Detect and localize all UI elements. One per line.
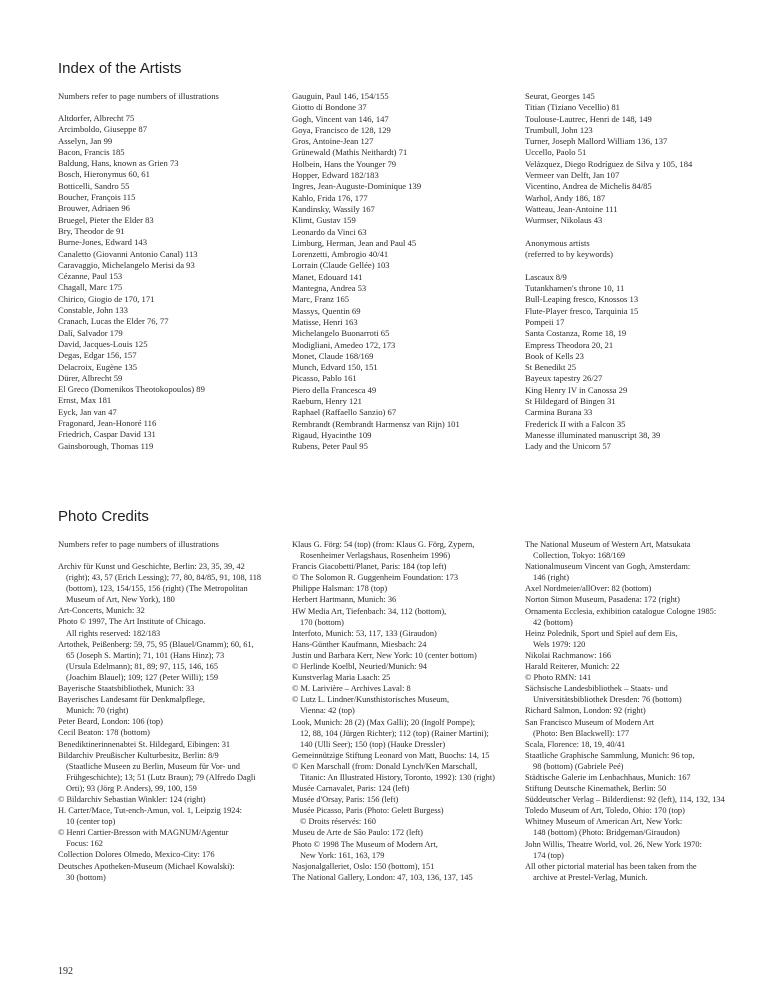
index-entry: Manet, Edouard 141 <box>292 271 363 282</box>
credit-entry: Sächsische Landesbibliothek – Staats- und <box>525 684 668 694</box>
index-entry: (referred to by keywords) <box>525 249 614 260</box>
index-entry: Carmina Burana 33 <box>525 407 593 418</box>
index-entry: Watteau, Jean-Antoine 111 <box>525 203 618 214</box>
credit-entry: © The Solomon R. Guggenheim Foundation: 173 <box>292 573 459 583</box>
credit-entry: Städtische Galerie im Lenbachhaus, Munich: 167 <box>525 772 691 782</box>
index-entry: Dalí, Salvador 179 <box>58 327 123 338</box>
index-entry: Botticelli, Sandro 55 <box>58 180 130 191</box>
credit-entry: Norton Simon Museum, Pasadena: 172 (right) <box>525 595 680 605</box>
index-heading: Index of the Artists <box>58 60 182 77</box>
credit-entry-continuation: Focus: 162 <box>66 839 103 849</box>
index-entry: Brouwer, Adriaen 96 <box>58 203 130 214</box>
index-entry: Goya, Francisco de 128, 129 <box>292 124 391 135</box>
index-entry: David, Jacques-Louis 125 <box>58 338 148 349</box>
credit-entry: © M. Larivière – Archives Laval: 8 <box>292 684 411 694</box>
index-entry: Mantegna, Andrea 53 <box>292 283 367 294</box>
index-entry: Lascaux 8/9 <box>525 271 567 282</box>
credit-entry: H. Carter/Mace, Tut-ench-Amun, vol. 1, Leipzig 1924: <box>58 806 242 816</box>
credit-entry: Nationalmuseum Vincent van Gogh, Amsterdam: <box>525 562 691 572</box>
index-entry: Cézanne, Paul 153 <box>58 271 123 282</box>
credit-entry-continuation: All rights reserved: 182/183 <box>66 628 161 638</box>
credit-entry: The National Gallery, London: 47, 103, 136, 137, 145 <box>292 872 473 882</box>
credit-entry: Bayerisches Landesamt für Denkmalpflege, <box>58 695 205 705</box>
credit-entry: Interfoto, Munich: 53, 117, 133 (Giraudon) <box>292 628 437 638</box>
credit-entry-continuation: 65 (Joseph S. Martin); 71, 101 (Hans Hinz); 73 <box>66 650 225 660</box>
index-entry: Rembrandt (Rembrandt Harmensz van Rijn) 101 <box>292 418 460 429</box>
credits-column-3 <box>525 539 753 883</box>
index-entry: Wurmser, Nikolaus 43 <box>525 215 603 226</box>
credit-entry: Justin und Barbara Kerr, New York: 10 (center bottom) <box>292 650 477 660</box>
index-entry: Turner, Joseph Mallord William 136, 137 <box>525 136 668 147</box>
index-entry: Chagall, Marc 175 <box>58 282 123 293</box>
index-entry: Holbein, Hans the Younger 79 <box>292 158 397 169</box>
index-entry: Flute-Player fresco, Tarquinia 15 <box>525 305 639 316</box>
index-entry: Altdorfer, Albrecht 75 <box>58 113 135 123</box>
index-entry: Raphael (Raffaello Sanzio) 67 <box>292 407 397 418</box>
credit-entry: Herbert Hartmann, Munich: 36 <box>292 595 397 605</box>
credit-entry: © Ken Marschall (from: Donald Lynch/Ken Marschall, <box>292 761 478 771</box>
credit-entry: Richard Salmon, London: 92 (right) <box>525 706 646 716</box>
credit-entry: Whitney Museum of American Art, New York: <box>525 817 683 827</box>
index-entry: Delacroix, Eugène 135 <box>58 361 137 372</box>
index-entry: Boucher, François 115 <box>58 192 136 203</box>
index-entry: Klimt, Gustav 159 <box>292 215 356 226</box>
index-entry: Gogh, Vincent van 146, 147 <box>292 113 389 124</box>
credit-entry-continuation: Frühgeschichte); 13; 51 (Lutz Braun); 79 (Alfredo Dagli <box>66 772 256 782</box>
page-number: 192 <box>58 966 73 977</box>
index-entry: Grünewald (Mathis Neithardt) 71 <box>292 147 408 158</box>
index-entry: Kandinsky, Wassily 167 <box>292 203 375 214</box>
credit-entry: © Herlinde Koelbl, Neuried/Munich: 94 <box>292 662 427 672</box>
credit-entry: Kunstverlag Maria Laach: 25 <box>292 673 391 683</box>
credit-entry-continuation: 10 (center top) <box>66 817 116 827</box>
index-entry: Rigaud, Hyacinthe 109 <box>292 429 372 440</box>
credit-entry-continuation: Collection, Tokyo: 168/169 <box>533 551 626 561</box>
credit-entry: Artothek, Peißenberg: 59, 75, 95 (Blauel/Gnamm); 60, 61, <box>58 639 254 649</box>
credit-entry: Süddeutscher Verlag – Bilderdienst: 92 (left), 114, 132, 134 <box>525 795 725 805</box>
index-entry: Constable, John 133 <box>58 305 128 316</box>
index-entry: Degas, Edgar 156, 157 <box>58 350 137 361</box>
index-entry: Vicentino, Andrea de Michelis 84/85 <box>525 181 652 192</box>
credit-entry: Gemeinnützige Stiftung Leonard von Matt, Buochs: 14, 15 <box>292 750 490 760</box>
credit-entry: HW Media Art, Tiefenbach: 34, 112 (bottom), <box>292 606 447 616</box>
index-entry: Dürer, Albrecht 59 <box>58 372 123 383</box>
credit-entry: Nasjonalgalleriet, Oslo: 150 (bottom), 151 <box>292 861 435 871</box>
index-entry: Toulouse-Lautrec, Henri de 148, 149 <box>525 113 652 124</box>
index-column-3 <box>525 91 750 453</box>
spacer <box>525 227 750 238</box>
credit-entry: Photo © 1998 The Museum of Modern Art, <box>292 839 438 849</box>
index-entry: Giotto di Bondone 37 <box>292 102 367 113</box>
credit-entry: Deutsches Apotheken-Museum (Michael Kowalski): <box>58 861 235 871</box>
index-entry: Leonardo da Vinci 63 <box>292 226 367 237</box>
index-column-1 <box>58 113 278 452</box>
index-entry: Asselyn, Jan 99 <box>58 135 113 146</box>
credit-entry-continuation: New York: 161, 163, 179 <box>300 850 385 860</box>
credit-entry: Musée Carnavalet, Paris: 124 (left) <box>292 784 410 794</box>
credits-column-1 <box>58 561 286 883</box>
index-entry: Munch, Edvard 150, 151 <box>292 362 378 373</box>
credit-entry: Ornamenta Ecclesia, exhibition catalogue Cologne 1985: <box>525 606 717 616</box>
credit-entry: © Henri Cartier-Bresson with MAGNUM/Agentur <box>58 828 229 838</box>
index-entry: Lorrain (Claude Gellée) 103 <box>292 260 390 271</box>
credit-entry-continuation: Rosenheimer Verlagshaus, Rosenheim 1996) <box>300 551 451 561</box>
index-entry: Ingres, Jean-Auguste-Dominique 139 <box>292 181 422 192</box>
credit-entry-continuation: 174 (top) <box>533 850 564 860</box>
index-entry: Uccello, Paolo 51 <box>525 147 587 158</box>
index-entry: Chirico, Giogio de 170, 171 <box>58 293 155 304</box>
credit-entry: Bildarchiv Preußischer Kulturbesitz, Berlin: 8/9 <box>58 750 219 760</box>
index-entry: Gros, Antoine-Jean 127 <box>292 136 374 147</box>
credits-heading: Photo Credits <box>58 508 149 525</box>
index-entry: Monet, Claude 168/169 <box>292 350 374 361</box>
index-entry: Hopper, Edward 182/183 <box>292 170 379 181</box>
credit-entry: The National Museum of Western Art, Matsukata <box>525 540 691 549</box>
credit-entry-continuation: 170 (bottom) <box>300 617 344 627</box>
credit-entry: Cecil Beaton: 178 (bottom) <box>58 728 150 738</box>
credit-entry-continuation: (right); 43, 57 (Erich Lessing); 77, 80, 84/85, 91, 108, 118 <box>66 573 262 583</box>
credit-entry: © Bildarchiv Sebastian Winkler: 124 (right) <box>58 794 206 804</box>
credit-entry-continuation: (Photo: Ben Blackwell): 177 <box>533 728 630 738</box>
credit-entry-continuation: (bottom), 123, 154/155, 156 (right) (The Metropolitan <box>66 584 248 594</box>
credit-entry-continuation: 42 (bottom) <box>533 617 573 627</box>
credit-entry-continuation: © Droits réservés: 160 <box>300 817 376 827</box>
index-entry: Manesse illuminated manuscript 38, 39 <box>525 429 661 440</box>
credit-entry: Art-Concerts, Munich: 32 <box>58 606 145 616</box>
index-entry: Limburg, Herman, Jean and Paul 45 <box>292 237 417 248</box>
credit-entry: Look, Munich: 28 (2) (Max Galli); 20 (Ingolf Pompe); <box>292 717 476 727</box>
credit-entry: Benediktinerinnenabtei St. Hildegard, Eibingen: 31 <box>58 739 231 749</box>
index-entry: Tutankhamen's throne 10, 11 <box>525 283 625 294</box>
index-entry: Cranach, Lucas the Elder 76, 77 <box>58 316 169 327</box>
index-entry: Bosch, Hieronymus 60, 61 <box>58 169 150 180</box>
credit-entry: Philippe Halsman: 178 (top) <box>292 584 388 594</box>
credit-entry-continuation: (Joachim Blauel); 109; 127 (Peter Willi); 159 <box>66 672 219 682</box>
index-entry: St Hildegard of Bingen 31 <box>525 396 616 407</box>
index-entry: Vermeer van Delft, Jan 107 <box>525 170 620 181</box>
index-entry: St Benedikt 25 <box>525 362 577 373</box>
credit-entry: Toledo Museum of Art, Toledo, Ohio: 170 (top) <box>525 806 685 816</box>
credit-entry: Museu de Arte de São Paulo: 172 (left) <box>292 828 423 838</box>
credit-entry-continuation: 30 (bottom) <box>66 872 106 882</box>
index-entry: Gauguin, Paul 146, 154/155 <box>292 91 389 101</box>
credit-entry-continuation: 140 (Ulli Seer); 150 (top) (Hauke Dressler) <box>300 739 446 749</box>
index-entry: Bayeux tapestry 26/27 <box>525 373 603 384</box>
credits-column-2 <box>292 539 520 883</box>
credit-entry: Bayerische Staatsbibliothek, Munich: 33 <box>58 684 195 694</box>
credit-entry-continuation: Universitätsbibliothek Dresden: 76 (bottom) <box>533 695 682 705</box>
credit-entry: Stiftung Deutsche Kinemathek, Berlin: 50 <box>525 784 667 794</box>
index-entry: Caravaggio, Michelangelo Merisi da 93 <box>58 259 195 270</box>
credit-entry: Peter Beard, London: 106 (top) <box>58 717 163 727</box>
credit-entry: Heinz Polednik, Sport und Spiel auf dem Eis, <box>525 628 678 638</box>
credit-entry: San Francisco Museum of Modern Art <box>525 717 655 727</box>
credit-entry: © Photo RMN: 141 <box>525 673 592 683</box>
credit-entry-continuation: Munich: 70 (right) <box>66 706 129 716</box>
credit-entry-continuation: Museum of Art, New York), 180 <box>66 595 175 605</box>
index-entry: Seurat, Georges 145 <box>525 91 595 101</box>
index-entry: Book of Kells 23 <box>525 350 584 361</box>
index-entry: Titian (Tiziano Vecellio) 81 <box>525 102 620 113</box>
credit-entry-continuation: 148 (bottom) (Photo: Bridgeman/Giraudon) <box>533 828 680 838</box>
credit-entry: Hans-Günther Kaufmann, Miesbach: 24 <box>292 639 427 649</box>
credit-entry: Harald Reiterer, Munich: 22 <box>525 662 620 672</box>
index-entry: El Greco (Domenikos Theotokopoulos) 89 <box>58 384 205 395</box>
index-entry: Gainsborough, Thomas 119 <box>58 440 154 451</box>
index-entry: Piero della Francesca 49 <box>292 384 377 395</box>
index-entry: Santa Costanza, Rome 18, 19 <box>525 328 627 339</box>
index-entry: Velázquez, Diego Rodríguez de Silva y 105, 184 <box>525 158 693 169</box>
index-entry: Raeburn, Henry 121 <box>292 396 362 407</box>
credit-entry: Nikolai Rachmanow: 166 <box>525 650 612 660</box>
index-entry: Marc, Franz 165 <box>292 294 350 305</box>
credit-entry-continuation: 98 (bottom) (Gabriele Peé) <box>533 761 624 771</box>
index-entry: Lady and the Unicorn 57 <box>525 441 611 452</box>
index-entry: Modigliani, Amedeo 172, 173 <box>292 339 396 350</box>
credit-entry: John Willis, Theatre World, vol. 26, New York 1970: <box>525 839 702 849</box>
index-entry: King Henry IV in Canossa 29 <box>525 384 628 395</box>
index-entry: Bull-Leaping fresco, Knossos 13 <box>525 294 639 305</box>
index-entry: Trumbull, John 123 <box>525 124 593 135</box>
credit-entry: Musée Picasso, Paris (Photo: Gelett Burgess) <box>292 806 444 816</box>
credit-entry-continuation: Orti); 93 (Jörg P. Anders), 99, 100, 159 <box>66 783 197 793</box>
index-entry: Eyck, Jan van 47 <box>58 406 117 417</box>
index-entry: Pompeii 17 <box>525 316 565 327</box>
index-entry: Michelangelo Buonarroti 65 <box>292 328 390 339</box>
index-entry: Empress Theodora 20, 21 <box>525 339 614 350</box>
index-entry: Bruegel, Pieter the Elder 83 <box>58 214 154 225</box>
index-entry: Picasso, Pablo 161 <box>292 373 357 384</box>
index-entry: Warhol, Andy 186, 187 <box>525 192 606 203</box>
credit-entry-continuation: (Staatliche Museen zu Berlin, Museum für Vor- und <box>66 761 240 771</box>
credit-entry-continuation: Vienna: 42 (top) <box>300 706 355 716</box>
index-entry: Matisse, Henri 163 <box>292 316 358 327</box>
credit-entry: Musée d'Orsay, Paris: 156 (left) <box>292 795 399 805</box>
index-column-2 <box>292 91 517 453</box>
index-entry: Kahlo, Frida 176, 177 <box>292 192 368 203</box>
index-entry: Bacon, Francis 185 <box>58 146 125 157</box>
credit-entry: Archiv für Kunst und Geschichte, Berlin: 23, 35, 39, 42 <box>58 562 245 571</box>
index-entry: Canaletto (Giovanni Antonio Canal) 113 <box>58 248 198 259</box>
credit-entry-continuation: (Ursula Edelmann); 81, 89; 97, 115, 146, 165 <box>66 661 219 671</box>
index-entry: Frederick II with a Falcon 35 <box>525 418 626 429</box>
credit-entry: Scala, Florence: 18, 19, 40/41 <box>525 739 626 749</box>
index-entry: Bry, Theodor de 91 <box>58 225 125 236</box>
index-note: Numbers refer to page numbers of illustrations <box>58 91 219 101</box>
credit-entry: © Lutz L. Lindner/Kunsthistorisches Museum, <box>292 695 450 705</box>
index-entry: Rubens, Peter Paul 95 <box>292 441 368 452</box>
credit-entry: Klaus G. Förg: 54 (top) (from: Klaus G. Förg, Zypern, <box>292 540 475 549</box>
credit-entry: Francis Giacobetti/Planet, Paris: 184 (top left) <box>292 562 447 572</box>
index-entry: Anonymous artists <box>525 237 590 248</box>
index-entry: Lorenzetti, Ambrogio 40/41 <box>292 249 389 260</box>
index-entry: Burne-Jones, Edward 143 <box>58 237 148 248</box>
index-entry: Fragonard, Jean-Honoré 116 <box>58 418 157 429</box>
credit-entry-continuation: Titanic: An Illustrated History, Toronto, 1992): 130 (right) <box>300 772 495 782</box>
index-entry: Friedrich, Caspar David 131 <box>58 429 156 440</box>
index-entry: Ernst, Max 181 <box>58 395 112 406</box>
credit-entry: Collection Dolores Olmedo, Mexico-City: 176 <box>58 850 215 860</box>
index-entry: Arcimboldo, Giuseppe 87 <box>58 124 148 135</box>
credit-entry-continuation: Wels 1979: 120 <box>533 639 586 649</box>
credit-entry: Photo © 1997, The Art Institute of Chicago. <box>58 617 206 627</box>
credit-entry: All other pictorial material has been taken from the <box>525 861 697 871</box>
index-entry: Baldung, Hans, known as Grien 73 <box>58 158 179 169</box>
credit-entry: Staatliche Graphische Sammlung, Munich: 96 top, <box>525 750 695 760</box>
credit-entry-continuation: 12, 88, 104 (Jürgen Richter); 112 (top) (Rainer Martini); <box>300 728 489 738</box>
credit-entry-continuation: 146 (right) <box>533 573 570 583</box>
credit-entry: Axel Nordmeier/allOver: 82 (bottom) <box>525 584 652 594</box>
credits-note: Numbers refer to page numbers of illustrations <box>58 539 219 549</box>
spacer <box>525 260 750 271</box>
index-entry: Massys, Quentin 69 <box>292 305 361 316</box>
credit-entry-continuation: archive at Prestel-Verlag, Munich. <box>533 872 648 882</box>
